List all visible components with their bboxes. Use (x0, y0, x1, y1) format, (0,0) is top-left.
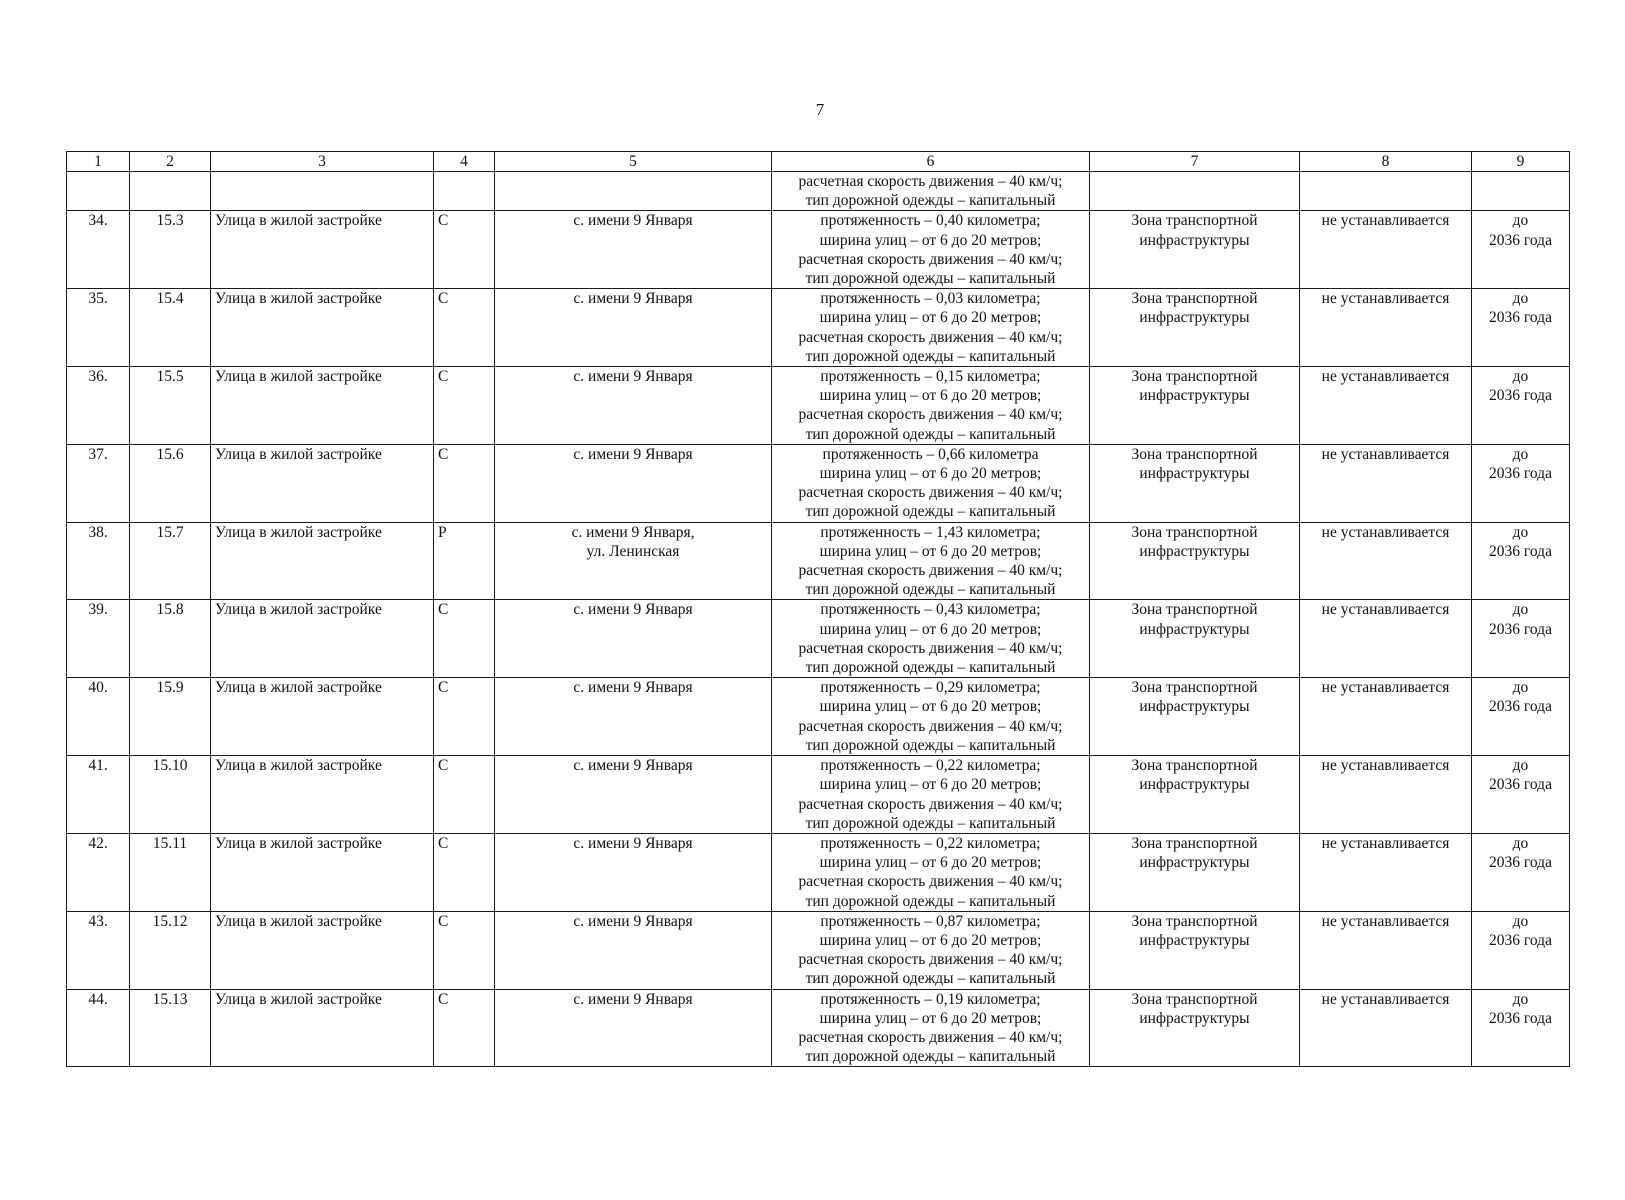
row-number (67, 756, 130, 834)
term-line: до (1512, 757, 1529, 775)
zone-line: Зона транспортной (1131, 212, 1258, 230)
column-header-4: 4 (434, 152, 495, 172)
table-header (67, 152, 1570, 172)
zone-line: Зона транспортной (1131, 757, 1258, 775)
object-code (130, 211, 211, 289)
location-line: с. имени 9 Января (573, 912, 693, 930)
parameter-line: тип дорожной одежды – капитальный (805, 736, 1056, 754)
object-location (495, 678, 772, 756)
parameter-line: ширина улиц – от 6 до 20 метров; (819, 776, 1042, 794)
zone-line: Зона транспортной (1131, 523, 1258, 541)
term-line: 2036 года (1489, 542, 1552, 560)
column-header-1: 1 (67, 152, 130, 172)
functional-zone (1090, 444, 1300, 522)
header-row (67, 152, 1570, 172)
object-name-text: Улица в жилой застройке (215, 445, 382, 463)
column-header-5: 5 (495, 152, 772, 172)
object-code-text: 15.10 (152, 757, 188, 775)
parameter-line: тип дорожной одежды – капитальный (805, 892, 1056, 910)
object-status (434, 911, 495, 989)
row-number (67, 833, 130, 911)
zone-line: инфраструктуры (1139, 465, 1250, 483)
column-header-6: 6 (772, 152, 1090, 172)
implementation-term (1472, 522, 1570, 600)
table-row (67, 833, 1570, 911)
parameter-line: тип дорожной одежды – капитальный (805, 503, 1056, 521)
object-status-text: С (438, 445, 449, 463)
object-location (495, 444, 772, 522)
parameter-line: ширина улиц – от 6 до 20 метров; (819, 854, 1042, 872)
implementation-term (1472, 211, 1570, 289)
object-location (495, 211, 772, 289)
location-line: с. имени 9 Января (573, 834, 693, 852)
term-line: 2036 года (1489, 620, 1552, 638)
object-location (495, 989, 772, 1067)
page-number: 7 (815, 100, 825, 119)
location-line: с. имени 9 Января (573, 990, 693, 1008)
implementation-term (1472, 600, 1570, 678)
object-status (434, 211, 495, 289)
term-line: 2036 года (1489, 465, 1552, 483)
object-status-text: С (438, 290, 449, 308)
column-header-8: 8 (1300, 152, 1472, 172)
zone-line: инфраструктуры (1139, 854, 1250, 872)
term-line: 2036 года (1489, 1009, 1552, 1027)
parameter-line: тип дорожной одежды – капитальный (805, 425, 1056, 443)
table-row (67, 367, 1570, 445)
parameter-line: ширина улиц – от 6 до 20 метров; (819, 1009, 1042, 1027)
implementation-term (1472, 678, 1570, 756)
row-number-text: 36. (88, 368, 108, 386)
functional-zone (1090, 833, 1300, 911)
protection-zone (1300, 833, 1472, 911)
row-number (67, 444, 130, 522)
parameter-line: тип дорожной одежды – капитальный (805, 192, 1056, 210)
zone-line: Зона транспортной (1131, 368, 1258, 386)
object-location (495, 600, 772, 678)
object-name (211, 600, 434, 678)
parameter-line: расчетная скорость движения – 40 км/ч; (798, 250, 1063, 268)
object-parameters (772, 678, 1090, 756)
term-line: до (1512, 679, 1529, 697)
protection-zone-text: не устанавливается (1321, 757, 1450, 775)
zone-line: Зона транспортной (1131, 912, 1258, 930)
cell-empty (1300, 172, 1472, 211)
object-code (130, 367, 211, 445)
parameter-line: протяженность – 0,19 километра; (820, 990, 1041, 1008)
parameter-line: ширина улиц – от 6 до 20 метров; (819, 542, 1042, 560)
object-name (211, 833, 434, 911)
parameter-line: ширина улиц – от 6 до 20 метров; (819, 231, 1042, 249)
object-status (434, 367, 495, 445)
functional-zone (1090, 600, 1300, 678)
functional-zone (1090, 678, 1300, 756)
object-name (211, 678, 434, 756)
object-status (434, 522, 495, 600)
term-line: до (1512, 912, 1529, 930)
object-status (434, 289, 495, 367)
parameter-line: расчетная скорость движения – 40 км/ч; (798, 717, 1063, 735)
column-header-7: 7 (1090, 152, 1300, 172)
parameter-line: тип дорожной одежды – капитальный (805, 970, 1056, 988)
object-status-text: С (438, 990, 449, 1008)
row-number-text: 39. (88, 601, 108, 619)
parameter-line: ширина улиц – от 6 до 20 метров; (819, 309, 1042, 327)
implementation-term (1472, 911, 1570, 989)
table-body (67, 172, 1570, 1067)
location-line: с. имени 9 Января (573, 290, 693, 308)
row-number (67, 678, 130, 756)
object-parameters (772, 911, 1090, 989)
parameter-line: расчетная скорость движения – 40 км/ч; (798, 951, 1063, 969)
object-name-text: Улица в жилой застройке (215, 757, 382, 775)
object-name (211, 522, 434, 600)
row-number-text: 38. (88, 523, 108, 541)
column-header-9: 9 (1472, 152, 1570, 172)
object-code-text: 15.6 (156, 445, 184, 463)
object-status-text: С (438, 757, 449, 775)
zone-line: Зона транспортной (1131, 290, 1258, 308)
location-line: с. имени 9 Января (573, 445, 693, 463)
protection-zone-text: не устанавливается (1321, 212, 1450, 230)
protection-zone-text: не устанавливается (1321, 601, 1450, 619)
zone-line: инфраструктуры (1139, 387, 1250, 405)
protection-zone-text: не устанавливается (1321, 523, 1450, 541)
object-code-text: 15.5 (156, 368, 184, 386)
functional-zone (1090, 289, 1300, 367)
row-number-text: 41. (88, 757, 108, 775)
object-status (434, 600, 495, 678)
object-location (495, 756, 772, 834)
parameter-line: тип дорожной одежды – капитальный (805, 270, 1056, 288)
object-name (211, 444, 434, 522)
continuation-parameters (772, 172, 1090, 211)
parameter-line: ширина улиц – от 6 до 20 метров; (819, 931, 1042, 949)
row-number-text: 43. (88, 912, 108, 930)
object-location (495, 289, 772, 367)
functional-zone (1090, 756, 1300, 834)
object-status-text: С (438, 601, 449, 619)
object-status-text: С (438, 679, 449, 697)
location-line: с. имени 9 Января (573, 679, 693, 697)
parameter-line: расчетная скорость движения – 40 км/ч; (798, 639, 1063, 657)
parameter-line: тип дорожной одежды – капитальный (805, 347, 1056, 365)
object-name-text: Улица в жилой застройке (215, 368, 382, 386)
location-line: ул. Ленинская (586, 542, 680, 560)
zone-line: инфраструктуры (1139, 542, 1250, 560)
term-line: 2036 года (1489, 231, 1552, 249)
protection-zone-text: не устанавливается (1321, 445, 1450, 463)
parameter-line: расчетная скорость движения – 40 км/ч; (798, 484, 1063, 502)
object-location (495, 911, 772, 989)
location-line: с. имени 9 Января (573, 757, 693, 775)
object-code (130, 833, 211, 911)
protection-zone-text: не устанавливается (1321, 679, 1450, 697)
protection-zone-text: не устанавливается (1321, 834, 1450, 852)
object-name-text: Улица в жилой застройке (215, 212, 382, 230)
protection-zone (1300, 600, 1472, 678)
protection-zone (1300, 678, 1472, 756)
object-status-text: С (438, 368, 449, 386)
zone-line: Зона транспортной (1131, 601, 1258, 619)
protection-zone (1300, 211, 1472, 289)
parameter-line: расчетная скорость движения – 40 км/ч; (798, 795, 1063, 813)
row-number-text: 35. (88, 290, 108, 308)
object-code (130, 989, 211, 1067)
object-code-text: 15.11 (152, 834, 188, 852)
parameter-line: протяженность – 0,66 километра (822, 445, 1039, 463)
object-name-text: Улица в жилой застройке (215, 290, 382, 308)
protection-zone-text: не устанавливается (1321, 990, 1450, 1008)
functional-zone (1090, 989, 1300, 1067)
functional-zone (1090, 211, 1300, 289)
object-status (434, 833, 495, 911)
parameter-line: протяженность – 0,40 километра; (820, 212, 1041, 230)
cell-empty (211, 172, 434, 211)
cell-empty (67, 172, 130, 211)
object-name (211, 367, 434, 445)
cell-empty (434, 172, 495, 211)
table-row (67, 211, 1570, 289)
object-name-text: Улица в жилой застройке (215, 523, 382, 541)
table-row (67, 756, 1570, 834)
protection-zone (1300, 989, 1472, 1067)
table-row (67, 600, 1570, 678)
object-parameters (772, 600, 1090, 678)
object-status (434, 444, 495, 522)
column-header-2: 2 (130, 152, 211, 172)
parameter-line: тип дорожной одежды – капитальный (805, 581, 1056, 599)
protection-zone (1300, 522, 1472, 600)
row-number (67, 600, 130, 678)
object-parameters (772, 989, 1090, 1067)
location-line: с. имени 9 Января (573, 212, 693, 230)
parameter-line: расчетная скорость движения – 40 км/ч; (798, 406, 1063, 424)
parameter-line: протяженность – 0,43 километра; (820, 601, 1041, 619)
row-number (67, 289, 130, 367)
zone-line: инфраструктуры (1139, 231, 1250, 249)
protection-zone (1300, 444, 1472, 522)
object-name (211, 289, 434, 367)
object-name (211, 911, 434, 989)
object-code-text: 15.13 (152, 990, 188, 1008)
table-row (67, 911, 1570, 989)
term-line: до (1512, 601, 1529, 619)
object-parameters (772, 211, 1090, 289)
table-row (67, 289, 1570, 367)
object-code-text: 15.8 (156, 601, 184, 619)
object-parameters (772, 367, 1090, 445)
parameter-line: протяженность – 0,03 километра; (820, 290, 1041, 308)
parameter-line: протяженность – 0,87 километра; (820, 912, 1041, 930)
parameter-line: протяженность – 0,22 километра; (820, 834, 1041, 852)
functional-zone (1090, 911, 1300, 989)
object-parameters (772, 756, 1090, 834)
object-name-text: Улица в жилой застройке (215, 990, 382, 1008)
implementation-term (1472, 989, 1570, 1067)
object-status (434, 989, 495, 1067)
object-name-text: Улица в жилой застройке (215, 601, 382, 619)
term-line: до (1512, 290, 1529, 308)
zone-line: Зона транспортной (1131, 445, 1258, 463)
implementation-term (1472, 289, 1570, 367)
location-line: с. имени 9 Января, (571, 523, 695, 541)
table-row (67, 989, 1570, 1067)
parameter-line: протяженность – 0,29 километра; (820, 679, 1041, 697)
object-location (495, 522, 772, 600)
object-code (130, 911, 211, 989)
protection-zone (1300, 756, 1472, 834)
parameter-line: тип дорожной одежды – капитальный (805, 659, 1056, 677)
parameter-line: тип дорожной одежды – капитальный (805, 1048, 1056, 1066)
term-line: 2036 года (1489, 698, 1552, 716)
column-header-3: 3 (211, 152, 434, 172)
zone-line: Зона транспортной (1131, 679, 1258, 697)
implementation-term (1472, 756, 1570, 834)
term-line: до (1512, 445, 1529, 463)
row-number (67, 911, 130, 989)
zone-line: инфраструктуры (1139, 931, 1250, 949)
row-number (67, 989, 130, 1067)
object-status (434, 756, 495, 834)
protection-zone (1300, 367, 1472, 445)
term-line: до (1512, 834, 1529, 852)
parameter-line: протяженность – 1,43 километра; (820, 523, 1041, 541)
term-line: 2036 года (1489, 387, 1552, 405)
object-code (130, 600, 211, 678)
object-code (130, 522, 211, 600)
object-code (130, 444, 211, 522)
object-name (211, 211, 434, 289)
zone-line: инфраструктуры (1139, 309, 1250, 327)
protection-zone-text: не устанавливается (1321, 290, 1450, 308)
object-code (130, 678, 211, 756)
object-status-text: С (438, 212, 449, 230)
object-code-text: 15.4 (156, 290, 184, 308)
term-line: 2036 года (1489, 776, 1552, 794)
cell-empty (495, 172, 772, 211)
object-status (434, 678, 495, 756)
object-code-text: 15.12 (152, 912, 188, 930)
cell-empty (1472, 172, 1570, 211)
zone-line: Зона транспортной (1131, 834, 1258, 852)
object-code-text: 15.7 (156, 523, 184, 541)
object-code (130, 756, 211, 834)
parameter-line: расчетная скорость движения – 40 км/ч; (798, 873, 1063, 891)
parameter-line: расчетная скорость движения – 40 км/ч; (798, 1028, 1063, 1046)
cell-empty (1090, 172, 1300, 211)
zone-line: инфраструктуры (1139, 620, 1250, 638)
object-code-text: 15.3 (156, 212, 184, 230)
term-line: до (1512, 368, 1529, 386)
implementation-term (1472, 367, 1570, 445)
protection-zone (1300, 911, 1472, 989)
protection-zone (1300, 289, 1472, 367)
object-code-text: 15.9 (156, 679, 184, 697)
table-row (67, 678, 1570, 756)
location-line: с. имени 9 Января (573, 601, 693, 619)
object-name-text: Улица в жилой застройке (215, 912, 382, 930)
row-number (67, 367, 130, 445)
term-line: 2036 года (1489, 931, 1552, 949)
functional-zone (1090, 522, 1300, 600)
location-line: с. имени 9 Января (573, 368, 693, 386)
zone-line: инфраструктуры (1139, 1009, 1250, 1027)
row-number-text: 40. (88, 679, 108, 697)
object-location (495, 833, 772, 911)
term-line: до (1512, 523, 1529, 541)
parameter-line: протяженность – 0,22 километра; (820, 757, 1041, 775)
zone-line: инфраструктуры (1139, 698, 1250, 716)
parameter-line: протяженность – 0,15 километра; (820, 368, 1041, 386)
protection-zone-text: не устанавливается (1321, 368, 1450, 386)
cell-empty (130, 172, 211, 211)
zone-line: инфраструктуры (1139, 776, 1250, 794)
object-name (211, 756, 434, 834)
row-number-text: 34. (88, 212, 108, 230)
table-row (67, 444, 1570, 522)
implementation-term (1472, 444, 1570, 522)
row-number (67, 522, 130, 600)
object-parameters (772, 833, 1090, 911)
row-number-text: 42. (88, 834, 108, 852)
objects-table (66, 151, 1570, 1067)
parameter-line: ширина улиц – от 6 до 20 метров; (819, 387, 1042, 405)
object-name-text: Улица в жилой застройке (215, 834, 382, 852)
term-line: до (1512, 990, 1529, 1008)
object-parameters (772, 444, 1090, 522)
parameter-line: расчетная скорость движения – 40 км/ч; (798, 562, 1063, 580)
parameter-line: ширина улиц – от 6 до 20 метров; (819, 465, 1042, 483)
object-parameters (772, 522, 1090, 600)
object-parameters (772, 289, 1090, 367)
implementation-term (1472, 833, 1570, 911)
parameter-line: расчетная скорость движения – 40 км/ч; (798, 173, 1063, 190)
term-line: до (1512, 212, 1529, 230)
object-status-text: Р (438, 523, 447, 541)
term-line: 2036 года (1489, 309, 1552, 327)
parameter-line: ширина улиц – от 6 до 20 метров; (819, 698, 1042, 716)
parameter-line: расчетная скорость движения – 40 км/ч; (798, 328, 1063, 346)
object-location (495, 367, 772, 445)
zone-line: Зона транспортной (1131, 990, 1258, 1008)
term-line: 2036 года (1489, 854, 1552, 872)
object-status-text: С (438, 912, 449, 930)
protection-zone-text: не устанавливается (1321, 912, 1450, 930)
object-name-text: Улица в жилой застройке (215, 679, 382, 697)
functional-zone (1090, 367, 1300, 445)
object-code (130, 289, 211, 367)
parameter-line: тип дорожной одежды – капитальный (805, 814, 1056, 832)
object-name (211, 989, 434, 1067)
row-number-text: 44. (88, 990, 108, 1008)
continuation-row (67, 172, 1570, 211)
object-status-text: С (438, 834, 449, 852)
row-number (67, 211, 130, 289)
row-number-text: 37. (88, 445, 108, 463)
parameter-line: ширина улиц – от 6 до 20 метров; (819, 620, 1042, 638)
table-row (67, 522, 1570, 600)
